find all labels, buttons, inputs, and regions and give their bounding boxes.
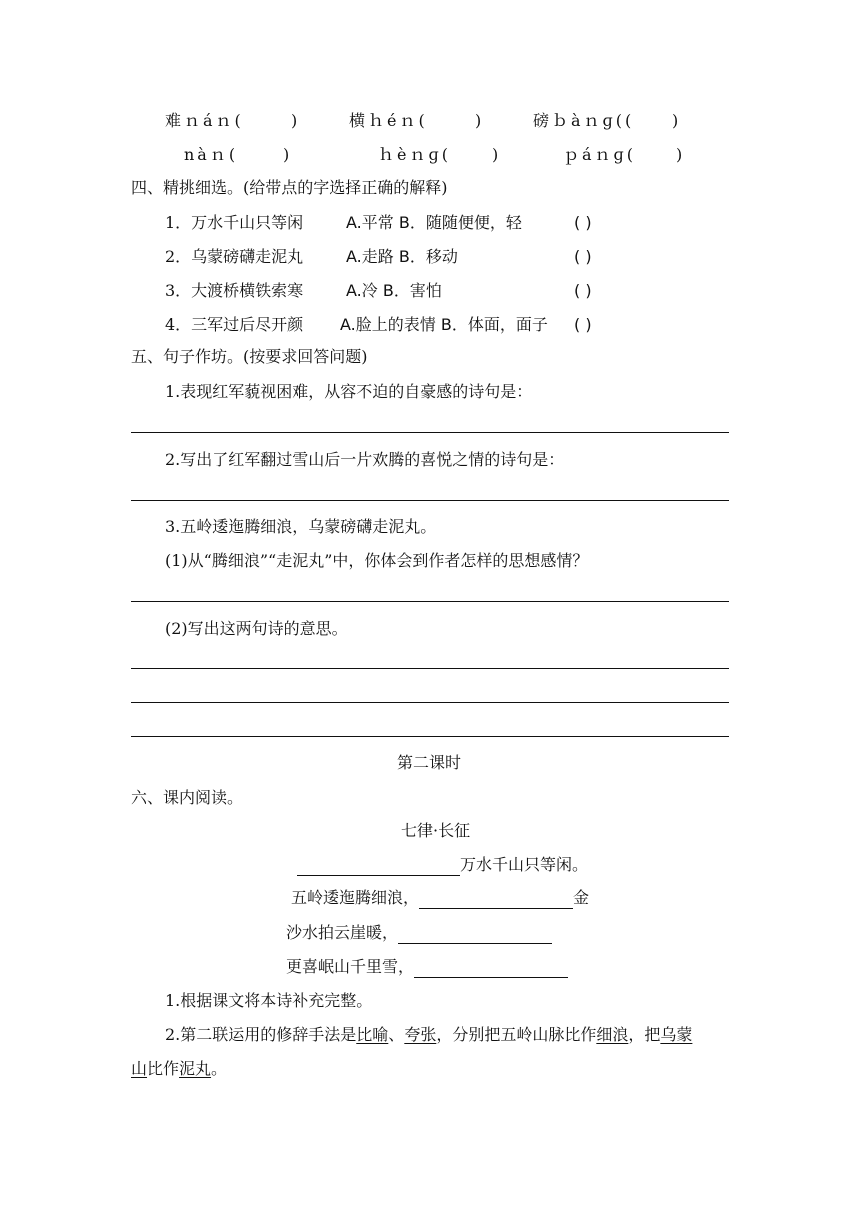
answer-paren: ( ) xyxy=(574,247,592,266)
answer-underlined: 泥丸 xyxy=(179,1059,212,1078)
question-text: 4．三军过后尽开颜 xyxy=(165,315,304,334)
answer-underlined: 比喻 xyxy=(356,1025,389,1044)
answer-paren: ( ) xyxy=(574,213,592,232)
answer-underlined: 夸张 xyxy=(404,1025,437,1044)
text: 比作 xyxy=(147,1059,180,1078)
answer-paren: ( ) xyxy=(574,281,592,300)
section5-q3a: (1)从“腾细浪”“走泥丸”中，你体会到作者怎样的思想感情？ xyxy=(165,551,589,570)
section5-heading: 五、句子作坊。(按要求回答问题) xyxy=(131,347,368,366)
pinyin-paren-close: ) xyxy=(291,111,298,130)
poem-text: 五岭逶迤腾细浪， xyxy=(291,888,420,907)
answer-underlined: 细浪 xyxy=(596,1025,629,1044)
section5-q2: 2.写出了红军翻过雪山后一片欢腾的喜悦之情的诗句是： xyxy=(165,450,565,469)
answer-options: A.冷 B．害怕 xyxy=(346,281,442,300)
answer-underlined: 山 xyxy=(131,1059,148,1078)
poem-line-4 xyxy=(286,956,568,978)
pinyin-paren-close: ) xyxy=(672,111,679,130)
answer-options: A.脸上的表情 B．体面，面子 xyxy=(340,315,548,334)
pinyin-item-heng2: 横ｈéｎ( xyxy=(349,111,428,130)
question-text: 1．万水千山只等闲 xyxy=(165,213,304,232)
poem-title: 七律·长征 xyxy=(401,821,471,840)
pinyin-paren-close: ) xyxy=(676,145,683,164)
pinyin-paren-close: ) xyxy=(475,111,482,130)
text: 2.第二联运用的修辞手法是 xyxy=(165,1025,357,1044)
lesson-title: 第二课时 xyxy=(397,753,462,772)
pinyin-item-bang4: 磅ｂàｎɡ(( xyxy=(533,111,635,130)
section5-q3: 3.五岭逶迤腾细浪，乌蒙磅礴走泥丸。 xyxy=(165,517,437,536)
text: ，把 xyxy=(628,1025,661,1044)
answer-line[interactable] xyxy=(131,432,729,433)
poem-text: 更喜岷山千里雪， xyxy=(286,957,415,976)
section6-q2-line2 xyxy=(131,1058,227,1080)
section4-heading: 四、精挑细选。(给带点的字选择正确的解释) xyxy=(131,178,448,197)
text: 。 xyxy=(211,1059,228,1078)
poem-text: 沙水拍云崖暖， xyxy=(286,923,399,942)
fill-blank[interactable] xyxy=(414,957,568,978)
answer-line[interactable] xyxy=(131,702,729,703)
pinyin-item-nan2: 难ｎáｎ( xyxy=(165,111,244,130)
fill-blank[interactable] xyxy=(419,888,573,909)
poem-line-2 xyxy=(291,887,589,909)
fill-blank[interactable] xyxy=(297,855,460,876)
fill-blank[interactable] xyxy=(398,923,552,944)
poem-line-1 xyxy=(297,854,588,876)
answer-underlined: 乌蒙 xyxy=(660,1025,693,1044)
poem-text: 金 xyxy=(573,888,590,907)
answer-line[interactable] xyxy=(131,736,729,737)
answer-options: A.平常 B．随随便便，轻 xyxy=(346,213,522,232)
section6-heading: 六、课内阅读。 xyxy=(131,788,244,807)
text: 、 xyxy=(388,1025,405,1044)
answer-line[interactable] xyxy=(131,601,729,602)
section5-q3b: (2)写出这两句诗的意思。 xyxy=(165,619,348,638)
question-text: 3．大渡桥横铁索寒 xyxy=(165,281,304,300)
section6-q2-line1 xyxy=(165,1024,692,1046)
answer-options: A.走路 B．移动 xyxy=(346,247,458,266)
section5-q1: 1.表现红军藐视困难，从容不迫的自豪感的诗句是： xyxy=(165,382,533,401)
text: ，分别把五岭山脉比作 xyxy=(436,1025,597,1044)
poem-text: 万水千山只等闲。 xyxy=(460,855,589,874)
pinyin-item-nan4: nàｎ( xyxy=(184,145,239,164)
poem-line-3 xyxy=(286,922,552,944)
pinyin-item-heng4: ｈèｎɡ( xyxy=(378,145,451,164)
question-text: 2．乌蒙磅礴走泥丸 xyxy=(165,247,304,266)
pinyin-paren-close: ) xyxy=(283,145,290,164)
section6-q1: 1.根据课文将本诗补充完整。 xyxy=(165,991,373,1010)
answer-line[interactable] xyxy=(131,668,729,669)
answer-paren: ( ) xyxy=(574,315,592,334)
answer-line[interactable] xyxy=(131,500,729,501)
pinyin-paren-close: ) xyxy=(492,145,499,164)
pinyin-item-pang2: ｐáｎɡ( xyxy=(563,145,637,164)
